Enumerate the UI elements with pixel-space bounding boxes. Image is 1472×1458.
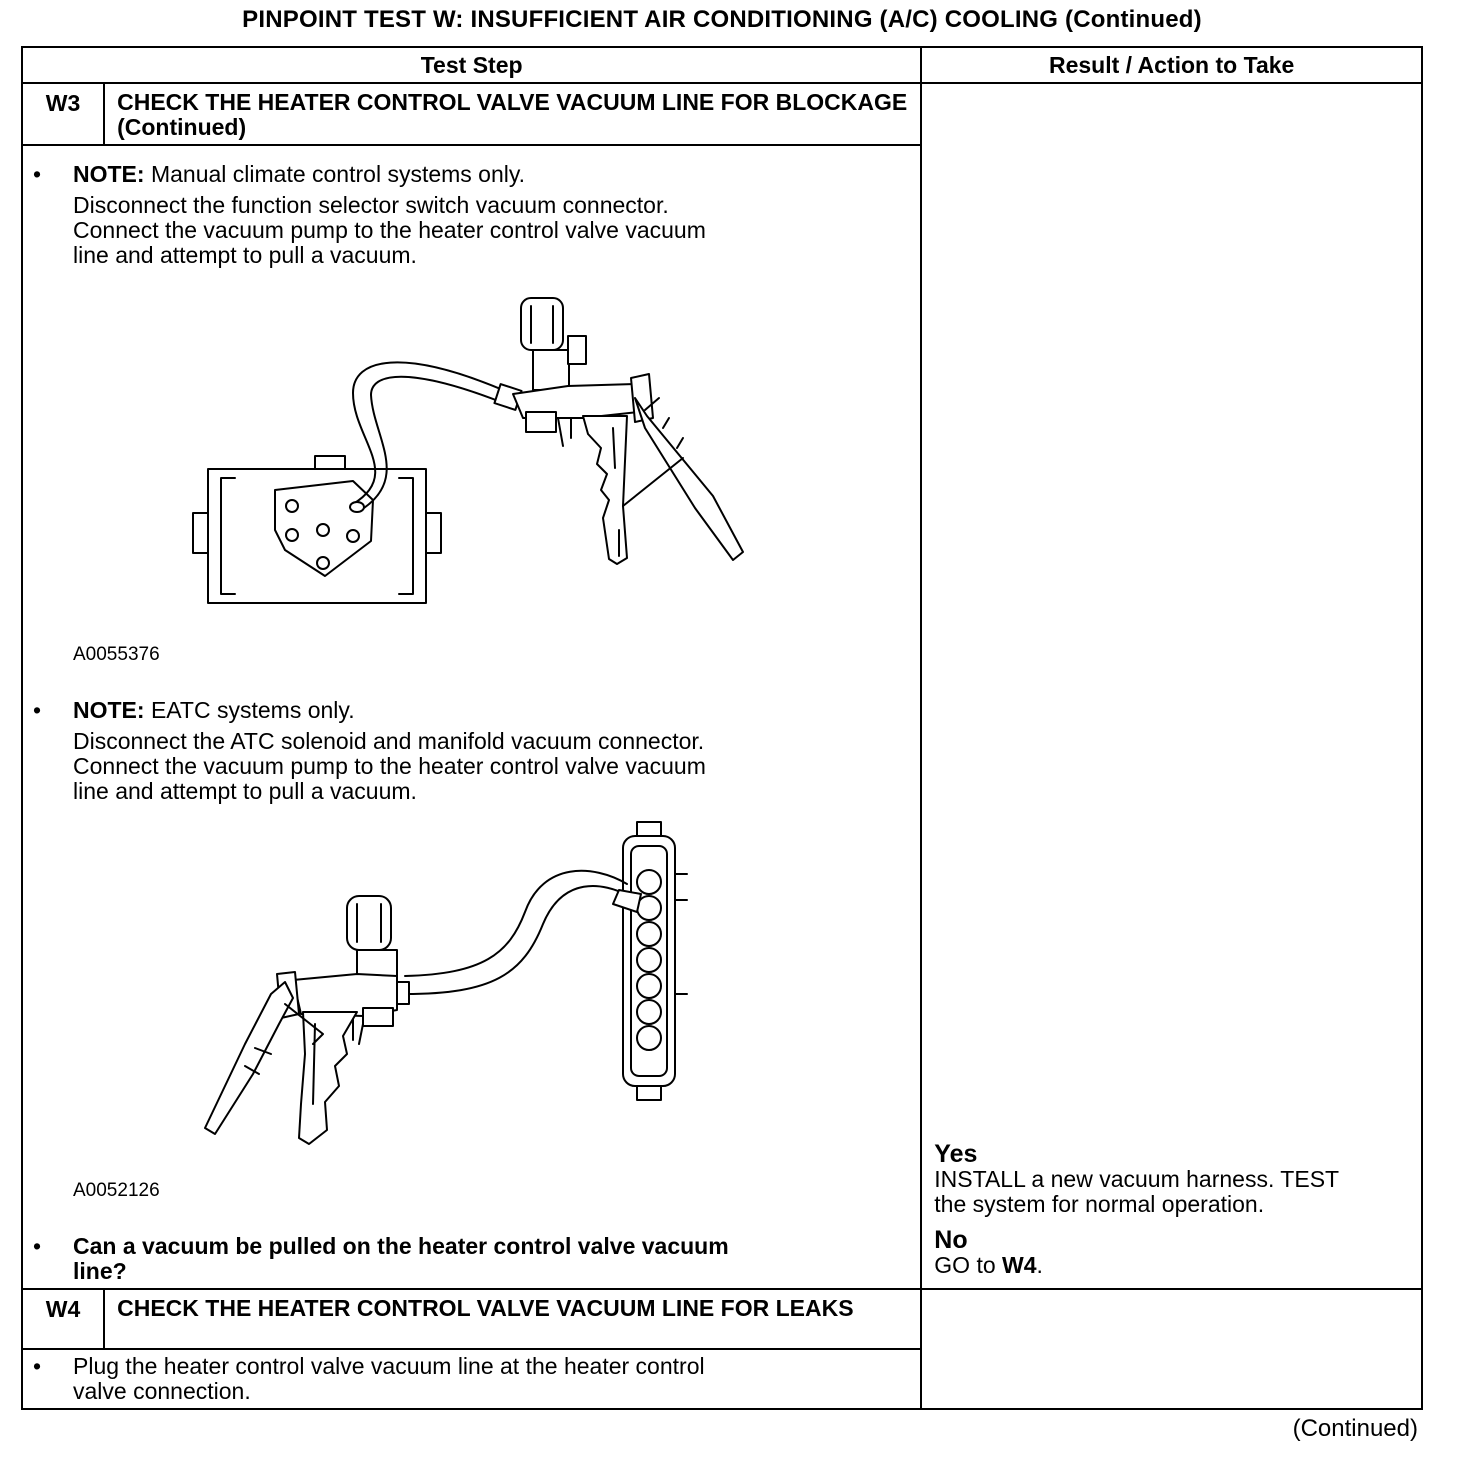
bullet-dot: • (33, 161, 42, 187)
bullet-dot: • (33, 697, 42, 723)
w4-body (22, 1349, 921, 1409)
w4-step-id: W4 (22, 1289, 104, 1349)
yes-label: Yes (934, 1140, 978, 1168)
yes-action-line1: INSTALL a new vacuum harness. TEST (934, 1166, 1340, 1192)
note-text: EATC systems only. (150, 697, 355, 723)
note-label: NOTE: (73, 161, 145, 187)
result-action-header: Result / Action to Take (921, 47, 1422, 83)
go-to-w4-link[interactable]: W4 (1002, 1252, 1037, 1278)
vacuum-pump-atc-solenoid-illustration (23, 804, 839, 1180)
question-line2: line? (73, 1258, 127, 1284)
instruction-line: Connect the vacuum pump to the heater control valve vacuum (73, 217, 706, 243)
instruction-line: Disconnect the ATC solenoid and manifold vacuum connector. (73, 728, 705, 754)
w4-heading-row (22, 1289, 1422, 1349)
vacuum-pump-function-switch-illustration (23, 268, 839, 644)
figure-eatc-vacuum-pump (23, 804, 920, 1180)
w3-question (23, 1234, 920, 1284)
w3-heading: CHECK THE HEATER CONTROL VALVE VACUUM LINE FOR BLOCKAGE (Continued) (104, 83, 921, 145)
no-label: No (934, 1226, 968, 1254)
instruction-line: Plug the heater control valve vacuum line at the heater control (73, 1353, 705, 1379)
question-line1: Can a vacuum be pulled on the heater control valve vacuum (73, 1233, 729, 1259)
w4-bullet (23, 1354, 920, 1404)
note-label: NOTE: (73, 697, 145, 723)
w4-heading: CHECK THE HEATER CONTROL VALVE VACUUM LINE FOR LEAKS (104, 1289, 921, 1349)
w3-result-cell (921, 83, 1422, 1289)
no-result (934, 1228, 1404, 1278)
no-action-prefix: GO to (934, 1252, 1003, 1278)
figure-id-a0055376: A0055376 (73, 644, 160, 665)
bullet-dot: • (33, 1233, 42, 1259)
instruction-line: line and attempt to pull a vacuum. (73, 242, 417, 268)
instruction-line: valve connection. (73, 1378, 251, 1404)
note-text: Manual climate control systems only. (150, 161, 526, 187)
w3-bullet-eatc (23, 698, 920, 804)
pinpoint-test-table (21, 46, 1423, 1410)
table-header-row (22, 47, 1422, 83)
w3-bullet-manual (23, 162, 920, 268)
bullet-dot: • (33, 1353, 42, 1379)
instruction-line: Connect the vacuum pump to the heater control valve vacuum (73, 753, 706, 779)
figure-id-a0052126: A0052126 (73, 1180, 160, 1201)
instruction-line: line and attempt to pull a vacuum. (73, 778, 417, 804)
no-action (934, 1253, 1404, 1278)
w3-body (22, 145, 921, 1289)
w4-result-cell (921, 1289, 1422, 1409)
w3-step-id: W3 (22, 83, 104, 145)
yes-action-line2: the system for normal operation. (934, 1191, 1265, 1217)
figure-manual-vacuum-pump (23, 268, 920, 644)
page-title: PINPOINT TEST W: INSUFFICIENT AIR CONDITIONING (A/C) COOLING (Continued) (242, 6, 1202, 33)
instruction-line: Disconnect the function selector switch vacuum connector. (73, 192, 669, 218)
no-action-suffix: . (1036, 1252, 1043, 1278)
yes-result (934, 1142, 1404, 1217)
w3-heading-row (22, 83, 1422, 145)
test-step-header: Test Step (22, 47, 921, 83)
continued-footer: (Continued) (1292, 1415, 1418, 1442)
